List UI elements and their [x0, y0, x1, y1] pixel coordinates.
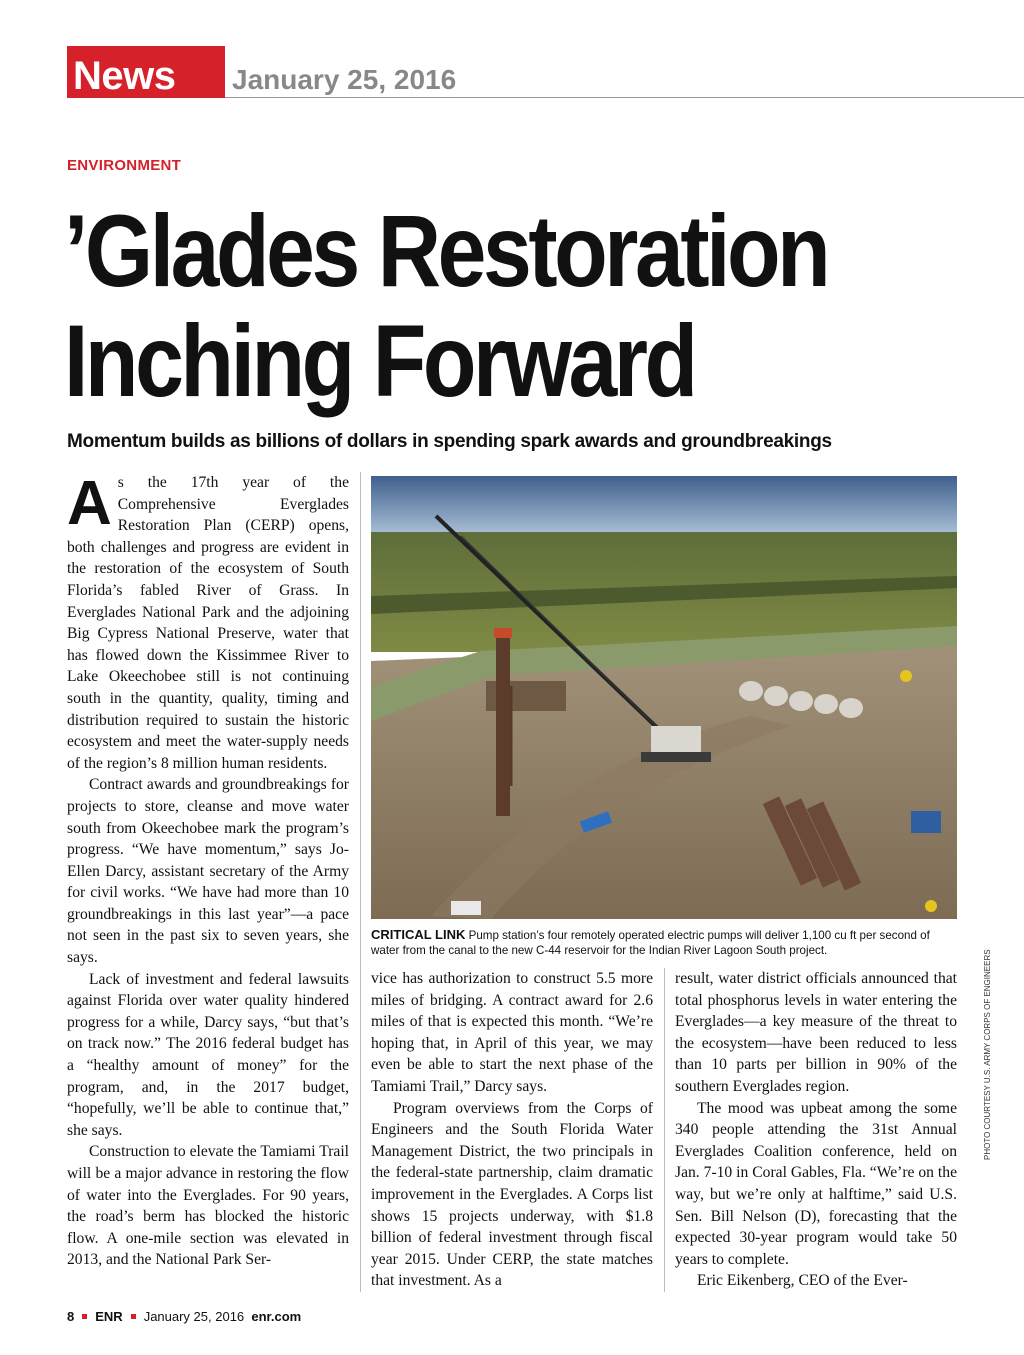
paragraph: Contract awards and groundbreakings for projects to store, cleanse and move water south from Okeechobee mark the program’s progress. “We have momentum,” says Jo-Ellen Darcy, assistant secretary of the Army for civil works. “We have had more than 10 groundbreakings in this last year”—a pace not seen in the past six to seven years, she says.	[67, 776, 349, 967]
paragraph: result, water district officials announced that total phosphorus levels in water entering the Everglades—a key measure of the threat to the ecosystem—have been reduced to less than 10 parts per billion in 90% of the southern Everglades region.	[675, 970, 957, 1095]
subheadline: Momentum builds as billions of dollars in spending spark awards and groundbreakings	[67, 431, 832, 452]
bullet-square-icon	[131, 1314, 136, 1319]
headline	[64, 196, 864, 416]
paragraph	[67, 469, 349, 774]
column-divider	[664, 968, 665, 1292]
page-footer	[67, 1309, 301, 1324]
construction-photo	[371, 476, 957, 919]
paragraph-text: s the 17th year of the Comprehensive Everglades Restoration Plan (CERP) opens, both challenges and progress are evident in the restoration of the ecosystem of South Florida’s fabled River of Grass. In Everglades National Park and the adjoining Big Cypress National Preserve, water that has flowed down the Kissimmee River to Lake Okeechobee still is not continuing south in the quantity, quality, timing and distribution required to sustain the historic ecosystem and meet the water-supply needs of the region’s 8 million human residents.	[67, 474, 349, 772]
caption-lead: CRITICAL LINK	[371, 927, 466, 942]
paragraph: Program overviews from the Corps of Engineers and the South Florida Water Management District, the two principals in the federal-state partnership, claim dramatic improvement in the Everglades. A Corps list shows 15 projects underway, with $1.8 billion of federal investment through fiscal year 2015. Under CERP, the state matches that investment. As a	[371, 1099, 653, 1290]
section-name: News	[73, 54, 176, 98]
section-badge	[67, 46, 225, 98]
headline-line-2: Inching Forward	[64, 304, 695, 418]
article-column-3	[675, 968, 957, 1292]
article-column-1	[67, 469, 349, 1271]
column-divider	[360, 472, 361, 1292]
paragraph: Construction to elevate the Tamiami Trail will be a major advance in restoring the flow of water into the Everglades. For 90 years, the road’s berm has blocked the historic flow. A one-mile section was elevated in 2013, and the National Park Ser-	[67, 1143, 349, 1269]
paragraph: Lack of investment and federal lawsuits against Florida over water quality hindered progress for a while, Darcy says, “but that’s on track now.” The 2016 federal budget has a “healthy amount of money” for the program, and, in the 2017 budget, “hopefully, we’ll be able to continue that,” she says.	[67, 970, 349, 1139]
caption-text: Pump station’s four remotely operated electric pumps will deliver 1,100 cu ft per second of water from the canal to the new C-44 reservoir for the Indian River Lagoon South project.	[371, 929, 930, 957]
category-label: ENVIRONMENT	[67, 157, 182, 174]
website-link[interactable]: enr.com	[251, 1309, 302, 1324]
drop-cap: A	[67, 469, 112, 538]
issue-date: January 25, 2016	[232, 64, 457, 95]
header-divider	[225, 97, 1024, 98]
paragraph: The mood was upbeat among the some 340 people attending the 31st Annual Everglades Coalition conference, held on Jan. 7-10 in Coral Gables, Fla. “We’re on the way, but we’re only at halftime,” said U.S. Sen. Bill Nelson (D), forecasting that the expected 30-year program would take 50 years to complete.	[675, 1099, 957, 1268]
photo-credit: PHOTO COURTESY U.S. ARMY CORPS OF ENGINEERS	[983, 949, 992, 1160]
footer-date: January 25, 2016	[143, 1309, 245, 1324]
paragraph: vice has authorization to construct 5.5 more miles of bridging. A contract award for 2.6 miles of that is expected this month. “We’re hoping that, in April of this year, we may even be able to start the next phase of the Tamiami Trail,” Darcy says.	[371, 970, 653, 1095]
photo-caption	[371, 927, 959, 958]
page-number: 8	[67, 1309, 75, 1324]
paragraph: Eric Eikenberg, CEO of the Ever-	[697, 1272, 908, 1290]
headline-line-1: ’Glades Restoration	[64, 194, 828, 308]
bullet-square-icon	[82, 1314, 87, 1319]
construction-photo-illustration	[371, 476, 957, 919]
magazine-name: ENR	[95, 1309, 123, 1324]
article-column-2	[371, 968, 653, 1292]
